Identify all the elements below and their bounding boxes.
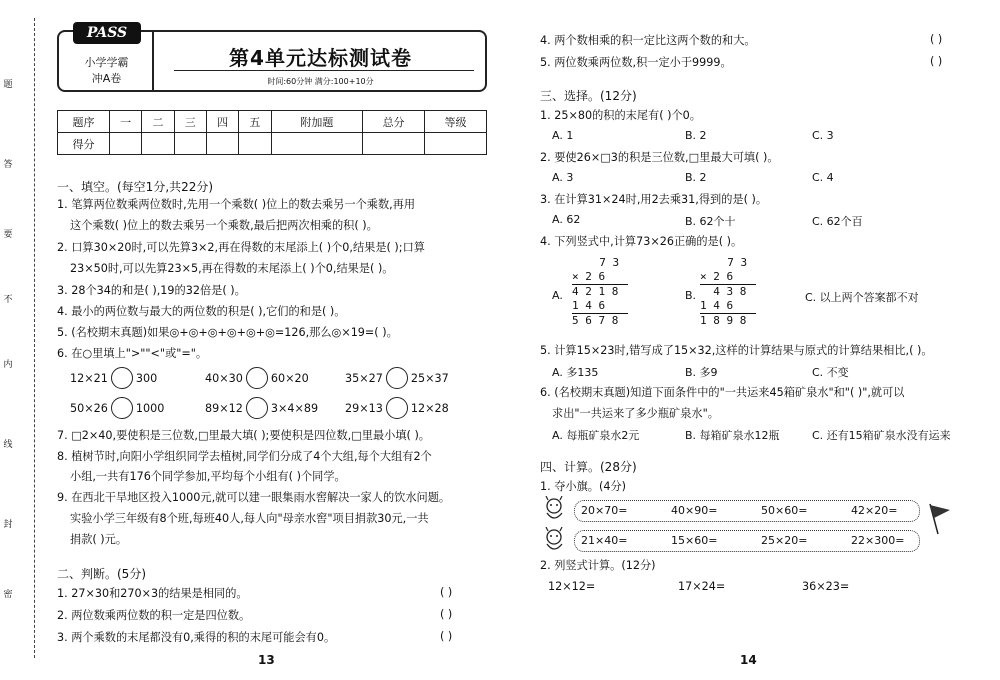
table-cell: 等级 [425,111,487,133]
binding-char: 封 [3,520,13,530]
binding-char: 要 [3,230,13,240]
answer-paren[interactable]: ( ) [440,586,453,599]
compare-item [205,367,309,389]
choice-option[interactable]: A. 1 [552,129,574,142]
flag-icon [926,502,952,536]
choice-option[interactable]: B. 多9 [685,366,718,379]
vertical-calc-b [700,256,756,328]
calc-item[interactable]: 15×60= [671,534,718,547]
compare-item [70,367,157,389]
score-header-row [58,111,487,133]
score-input-cell[interactable] [206,133,238,155]
score-input-cell[interactable] [142,133,174,155]
table-cell: 总分 [363,111,425,133]
calc-row-box [574,500,920,522]
question-line: 8. 植树节时,向阳小学组织同学去植树,同学们分成了4个大组,每个大组有2个 [57,450,432,463]
choice-question: 3. 在计算31×24时,用2去乘31,得到的是( )。 [540,193,768,206]
table-cell: 四 [206,111,238,133]
score-input-cell[interactable] [425,133,487,155]
calc-item[interactable]: 25×20= [761,534,808,547]
vertical-calc-a [572,256,628,328]
page-number-left: 13 [258,653,275,667]
compare-item [345,397,449,419]
section-3-heading: 三、选择。(12分) [540,89,637,103]
table-cell: 五 [239,111,271,133]
choice-option[interactable]: B. 每箱矿泉水12瓶 [685,429,780,442]
question-line: 捐款( )元。 [70,533,128,546]
binding-char: 线 [3,440,13,450]
section-2-heading: 二、判断。(5分) [57,567,146,581]
calc-row: 4 3 8 [700,285,747,298]
compare-left: 40×30 [205,371,243,385]
logo-line2: 冲A卷 [91,72,122,85]
calc-row: 1 8 9 8 [700,314,747,327]
header-box [57,25,487,92]
pass-logo: PASS [73,22,141,44]
calc-row: 4 2 1 8 [572,285,619,298]
vertical-calc-item[interactable]: 17×24= [678,580,726,593]
question-line: 2. 口算30×20时,可以先算3×2,再在得数的末尾添上( )个0,结果是( );口算 [57,241,425,254]
answer-circle[interactable] [246,397,268,419]
section-4-heading: 四、计算。(28分) [540,460,637,474]
compare-right: 12×28 [410,401,449,415]
calc-item[interactable]: 50×60= [761,504,808,517]
binding-char: 内 [3,360,13,370]
binding-dashed-line [34,18,35,658]
choice-option[interactable]: A. 3 [552,171,574,184]
choice-option[interactable]: B. 2 [685,171,707,184]
title-divider [174,70,474,71]
calc-item[interactable]: 42×20= [851,504,898,517]
answer-paren[interactable]: ( ) [930,33,943,46]
question-line: 9. 在西北干旱地区投入1000元,就可以建一眼集雨水窖解决一家人的饮水问题。 [57,491,451,504]
compare-left: 29×13 [345,401,383,415]
sub-heading: 1. 夺小旗。(4分) [540,480,627,493]
mascot-icon [540,496,570,524]
choice-option-label[interactable]: A. [552,289,563,302]
choice-option[interactable]: C. 以上两个答案都不对 [805,291,919,304]
question-line: 23×50时,可以先算23×5,再在得数的末尾添上( )个0,结果是( )。 [70,262,394,275]
score-input-cell[interactable] [174,133,206,155]
question-line: 6. 在○里填上">""<"或"="。 [57,347,208,360]
mascot-icon [540,527,570,555]
calc-row: 5 6 7 8 [572,314,619,327]
judge-item: 5. 两位数乘两位数,积一定小于9999。 [540,56,732,69]
question-line: 实验小学三年级有8个班,每班40人,每人向"母亲水窖"项目捐款30元,一共 [70,512,429,525]
choice-option[interactable]: C. 不变 [812,366,849,379]
choice-option[interactable]: B. 62个十 [685,215,736,228]
compare-left: 89×12 [205,401,243,415]
logo-area [59,25,154,90]
calc-item[interactable]: 20×70= [581,504,628,517]
question-line: 7. □2×40,要使积是三位数,□里最大填( );要使积是四位数,□里最小填( )。 [57,429,430,442]
binding-char: 不 [3,295,13,305]
question-line: 小组,一共有176个同学参加,平均每个小组有( )个同学。 [70,470,346,483]
score-value-row [58,133,487,155]
score-table [57,110,487,155]
calc-row: 1 4 6 [572,299,606,312]
choice-option[interactable]: C. 3 [812,129,834,142]
judge-item: 4. 两个数相乘的积一定比这两个数的和大。 [540,34,756,47]
calc-item[interactable]: 22×300= [851,534,905,547]
answer-circle[interactable] [111,367,133,389]
choice-question: 5. 计算15×23时,错写成了15×32,这样的计算结果与原式的计算结果相比,( )。 [540,344,933,357]
compare-right: 60×20 [270,371,309,385]
score-input-cell[interactable] [363,133,425,155]
answer-circle[interactable] [246,367,268,389]
answer-paren[interactable]: ( ) [440,608,453,621]
choice-option[interactable]: C. 62个百 [812,215,863,228]
compare-right: 300 [135,371,158,385]
table-cell: 题序 [58,111,110,133]
answer-paren[interactable]: ( ) [930,55,943,68]
choice-question: 6. (名校期末真题)知道下面条件中的"一共运来45箱矿泉水"和"( )",就可以 [540,386,905,399]
compare-left: 12×21 [70,371,108,385]
vertical-calc-item[interactable]: 36×23= [802,580,850,593]
judge-item: 2. 两位数乘两位数的积一定是四位数。 [57,609,251,622]
section-1-heading: 一、填空。(每空1分,共22分) [57,180,214,194]
calc-row: 7 3 [714,256,748,269]
choice-question: 2. 要使26×□3的积是三位数,□里最大可填( )。 [540,151,779,164]
calc-item[interactable]: 40×90= [671,504,718,517]
question-line: 5. (名校期末真题)如果◎+◎+◎+◎+◎+◎=126,那么◎×19=( )。 [57,326,398,339]
score-input-cell[interactable] [271,133,363,155]
page-title: 第4单元达标测试卷 [229,46,412,70]
choice-option[interactable]: A. 62 [552,213,581,226]
compare-left: 50×26 [70,401,108,415]
sub-heading: 2. 列竖式计算。(12分) [540,559,656,572]
binding-char: 答 [3,160,13,170]
question-line: 1. 笔算两位数乘两位数时,先用一个乘数( )位上的数去乘另一个乘数,再用 [57,198,416,211]
choice-option[interactable]: B. 2 [685,129,707,142]
choice-option[interactable]: A. 多135 [552,366,599,379]
calc-row: × 2 6 [700,270,734,283]
choice-option[interactable]: A. 每瓶矿泉水2元 [552,429,640,442]
exam-meta: 时间:60分钟 满分:100+10分 [267,77,374,86]
choice-question: 1. 25×80的积的末尾有( )个0。 [540,109,701,122]
binding-margin [0,0,40,680]
table-cell: 二 [142,111,174,133]
choice-option-label[interactable]: B. [685,289,697,302]
answer-circle[interactable] [111,397,133,419]
calc-row: 1 4 6 [700,299,734,312]
choice-question: 求出"一共运来了多少瓶矿泉水"。 [552,407,719,420]
compare-item [345,367,449,389]
compare-right: 25×37 [410,371,449,385]
question-line: 4. 最小的两位数与最大的两位数的积是( ),它们的和是( )。 [57,305,346,318]
vertical-calc-item[interactable]: 12×12= [548,580,596,593]
question-line: 这个乘数( )位上的数去乘另一个乘数,最后把两次相乘的积( )。 [70,219,378,232]
judge-item: 3. 两个乘数的末尾都没有0,乘得的积的末尾可能会有0。 [57,631,336,644]
answer-circle[interactable] [386,397,408,419]
compare-right: 3×4×89 [270,401,319,415]
calc-item[interactable]: 21×40= [581,534,628,547]
question-line: 3. 28个34的和是( ),19的32倍是( )。 [57,284,246,297]
score-input-cell[interactable] [239,133,271,155]
answer-paren[interactable]: ( ) [440,630,453,643]
binding-char: 题 [3,80,13,90]
compare-right: 1000 [135,401,165,415]
table-cell: 一 [110,111,142,133]
choice-option[interactable]: C. 4 [812,171,834,184]
page-number-right: 14 [740,653,757,667]
judge-item: 1. 27×30和270×3的结果是相同的。 [57,587,248,600]
table-cell: 得分 [58,133,110,155]
choice-question: 4. 下列竖式中,计算73×26正确的是( )。 [540,235,743,248]
calc-row-box [574,530,920,552]
compare-item [70,397,164,419]
calc-row: × 2 6 [572,270,606,283]
compare-item [205,397,318,419]
compare-left: 35×27 [345,371,383,385]
answer-circle[interactable] [386,367,408,389]
binding-char: 密 [3,590,13,600]
table-cell: 三 [174,111,206,133]
score-input-cell[interactable] [110,133,142,155]
table-cell: 附加题 [271,111,363,133]
logo-line1: 小学学霸 [84,56,129,69]
choice-option[interactable]: C. 还有15箱矿泉水没有运来 [812,429,951,442]
calc-row: 7 3 [586,256,620,269]
